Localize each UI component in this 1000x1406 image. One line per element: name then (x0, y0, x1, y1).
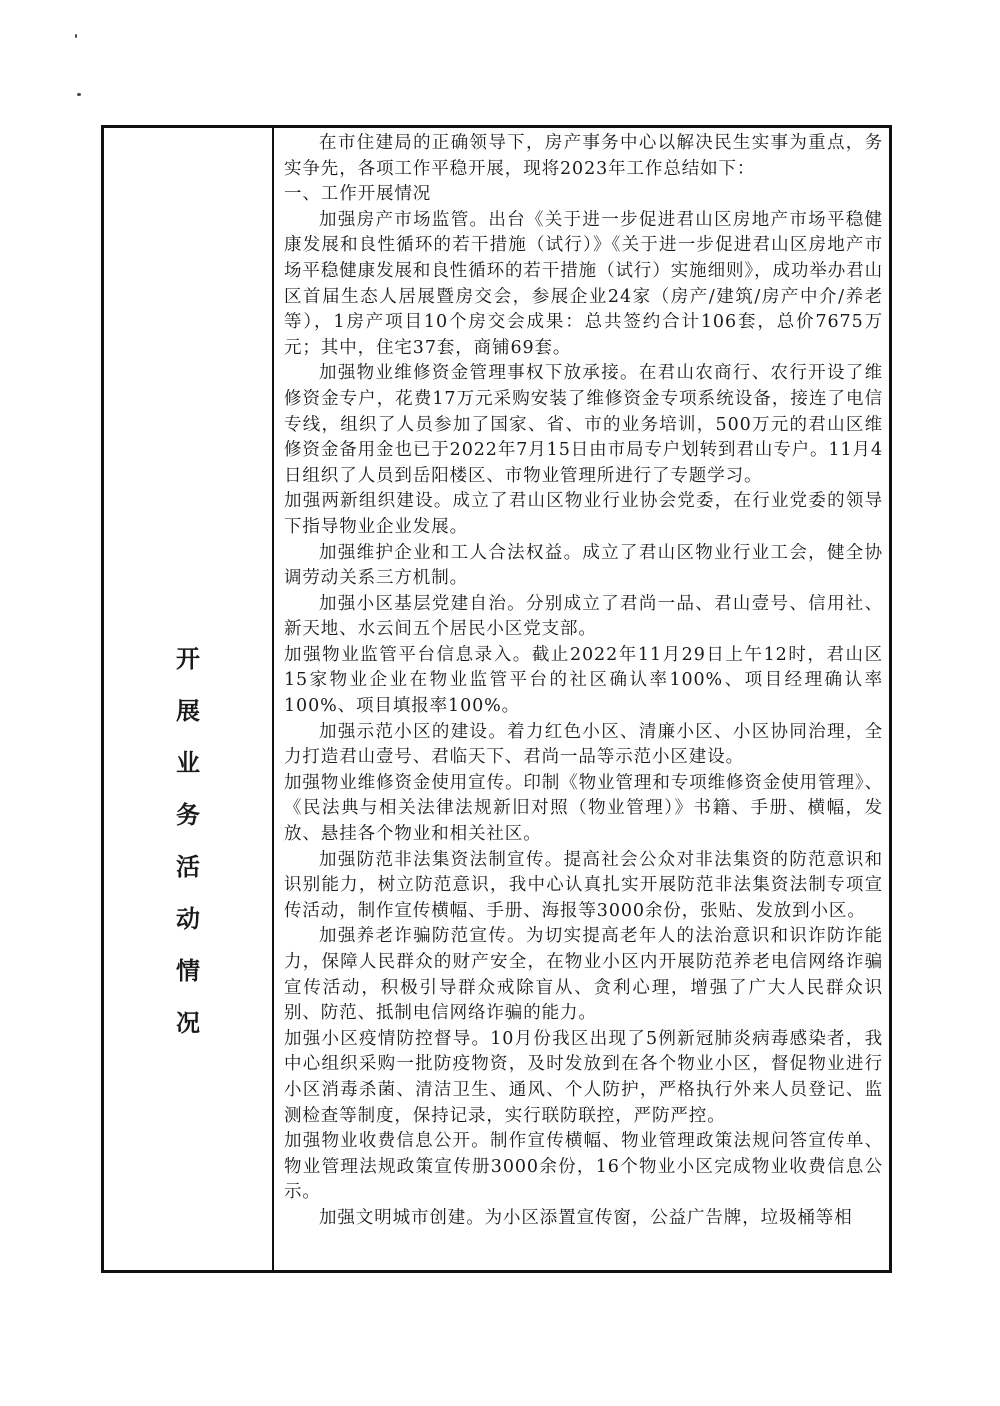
paragraph-worker-rights: 加强维护企业和工人合法权益。成立了君山区物业行业工会，健全协调劳动关系三方机制。 (284, 542, 883, 589)
paragraph-housing-market: 加强房产市场监管。出台《关于进一步促进君山区房地产市场平稳健康发展和良性循环的若干措施（试行）》《关于进一步促进君山区房地产市场平稳健康发展和良性循环的若干措施（试行）实施细则》，成功举办君山区首届生态人居展暨房交会，参展企业24家（房产/建筑/房产中介/养老等），1房产项目10个房交会成果：总共签约合计106套，总价7675万元；其中，住宅37套，商铺69套。 (284, 209, 883, 358)
paragraph-party-building: 加强小区基层党建自治。分别成立了君尚一品、君山壹号、信用社、新天地、水云间五个居民小区党支部。 (284, 593, 883, 640)
scan-speck (75, 34, 77, 38)
paragraph-elderly-fraud: 加强养老诈骗防范宣传。为切实提高老年人的法治意识和识诈防诈能力，保障人民群众的财产安全，在物业小区内开展防范养老电信网络诈骗宣传活动，积极引导群众戒除盲从、贪利心理，增强了广大人民群众识别、防范、抵制电信网络诈骗的能力。 (284, 926, 883, 1024)
paragraph-fee-disclosure: 加强物业收费信息公开。制作宣传横幅、物业管理政策法规问答宣传单、物业管理法规政策宣传册3000余份，16个物业小区完成物业收费信息公示。 (284, 1131, 883, 1203)
side-label-char: 业 (176, 748, 200, 777)
paragraph-maintenance-fund: 加强物业维修资金管理事权下放承接。在君山农商行、农行开设了维修资金专户，花费17万元采购安装了维修资金专项系统设备，接连了电信专线，组织了人员参加了国家、省、市的业务培训，500万元的君山区维修资金备用金也已于2022年7月15日由市局专户划转到君山专户。11月4日组织了人员到岳阳楼区、市物业管理所进行了专题学习。 (284, 363, 883, 486)
paragraph-fund-publicity: 加强物业维修资金使用宣传。印制《物业管理和专项维修资金使用管理》、《民法典与相关法律法规新旧对照（物业管理）》书籍、手册、横幅，发放、悬挂各个物业和相关社区。 (284, 772, 883, 845)
side-label-cell (104, 128, 274, 1270)
section-heading: 一、工作开展情况 (284, 184, 432, 205)
side-label-char: 务 (176, 800, 200, 829)
paragraph-epidemic: 加强小区疫情防控督导。10月份我区出现了5例新冠肺炎病毒感染者，我中心组织采购一批防疫物资，及时发放到在各个物业小区，督促物业进行小区消毒杀菌、清洁卫生、通风、个人防护，严格执行外来人员登记、监测检查等制度，保持记录，实行联防联控，严防严控。 (284, 1028, 883, 1126)
side-label-char: 况 (176, 1008, 200, 1037)
side-label-char: 情 (176, 956, 200, 985)
side-label-char: 展 (176, 696, 200, 725)
side-label-char: 动 (176, 904, 200, 933)
content-cell (274, 128, 889, 1270)
paragraph-civilized-city: 加强文明城市创建。为小区添置宣传窗，公益广告牌，垃圾桶等相 (319, 1207, 853, 1228)
side-label-char: 开 (176, 644, 200, 673)
paragraph-platform: 加强物业监管平台信息录入。截止2022年11月29日上午12时，君山区15家物业企业在物业监管平台的社区确认率100%、项目经理确认率100%、项目填报率100%。 (284, 644, 883, 717)
side-label (104, 633, 272, 1049)
paragraph-organization: 加强两新组织建设。成立了君山区物业行业协会党委，在行业党委的领导下指导物业企业发展。 (284, 491, 883, 537)
scan-speck (77, 93, 81, 96)
side-label-char: 活 (176, 852, 200, 881)
activity-form-table (101, 125, 892, 1273)
intro-paragraph: 在市住建局的正确领导下，房产事务中心以解决民生实事为重点，务实争先，各项工作平稳开展，现将2023年工作总结如下： (284, 133, 883, 179)
paragraph-illegal-fundraising: 加强防范非法集资法制宣传。提高社会公众对非法集资的防范意识和识别能力，树立防范意识，我中心认真扎实开展防范非法集资法制专项宣传活动，制作宣传横幅、手册、海报等3000余份，张贴、发放到小区。 (284, 849, 883, 921)
paragraph-model-community: 加强示范小区的建设。着力红色小区、清廉小区、小区协同治理，全力打造君山壹号、君临天下、君尚一品等示范小区建设。 (284, 721, 883, 768)
